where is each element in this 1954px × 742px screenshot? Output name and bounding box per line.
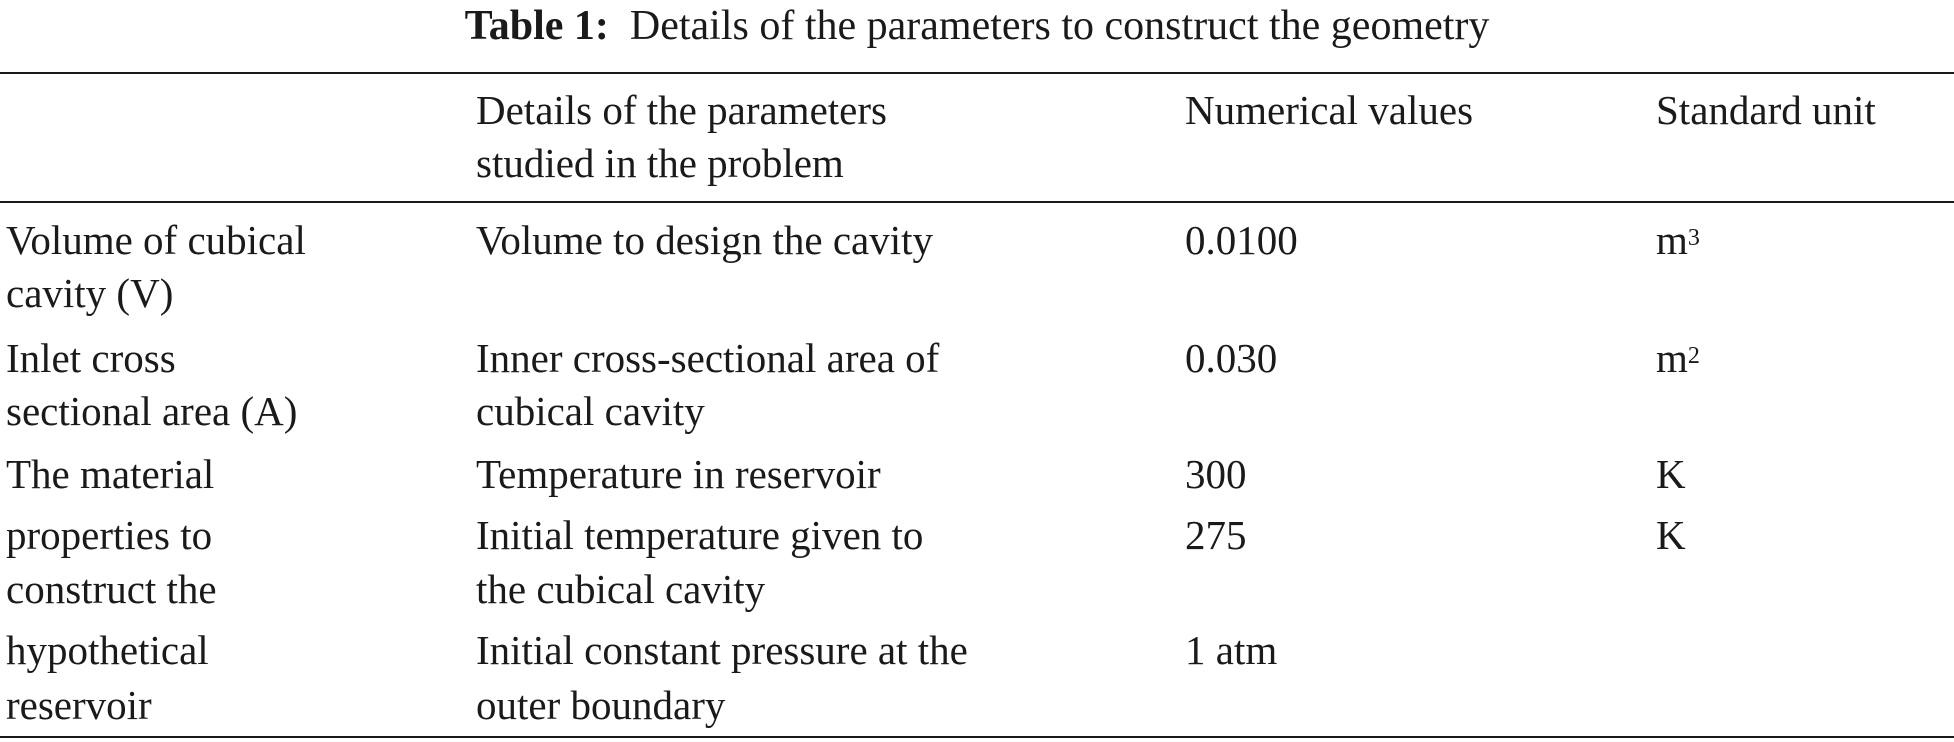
row2-detail-line2: cubical cavity bbox=[476, 388, 705, 434]
row2-param-line2: sectional area (A) bbox=[6, 388, 298, 434]
row2-value: 0.030 bbox=[1185, 335, 1278, 381]
row3a-value: 300 bbox=[1185, 451, 1247, 497]
row3b-value: 275 bbox=[1185, 512, 1247, 558]
row2-unit-exponent: 2 bbox=[1687, 343, 1700, 369]
row2-detail-line1: Inner cross-sectional area of bbox=[476, 335, 940, 381]
row3b-detail-line2: the cubical cavity bbox=[476, 566, 766, 612]
row3b-detail-line1: Initial temperature given to bbox=[476, 512, 924, 558]
row3b-unit: K bbox=[1656, 512, 1686, 558]
table-top-rule bbox=[0, 72, 1954, 74]
table-caption-label: Table 1: bbox=[464, 3, 609, 49]
row1-unit-base: m bbox=[1656, 217, 1688, 263]
table-caption-text: Details of the parameters to construct the geometry bbox=[629, 3, 1490, 49]
row3-param-line5: reservoir bbox=[6, 682, 152, 728]
row2-unit-base: m bbox=[1656, 335, 1688, 381]
table-header-rule bbox=[0, 201, 1954, 203]
row1-unit-exponent: 3 bbox=[1687, 225, 1700, 251]
header-col2-line2: studied in the problem bbox=[476, 140, 844, 186]
row3-param-line1: The material bbox=[6, 451, 215, 497]
row1-param-line2: cavity (V) bbox=[6, 270, 174, 316]
row2-unit bbox=[1656, 332, 1700, 385]
table-bottom-rule bbox=[0, 736, 1954, 738]
header-col3: Numerical values bbox=[1185, 87, 1474, 133]
row1-detail: Volume to design the cavity bbox=[476, 217, 934, 263]
row1-unit bbox=[1656, 214, 1700, 267]
row3a-detail: Temperature in reservoir bbox=[476, 451, 881, 497]
table-caption bbox=[0, 0, 1954, 52]
row3c-value: 1 atm bbox=[1185, 627, 1278, 673]
row3a-unit: K bbox=[1656, 451, 1686, 497]
row2-param-line1: Inlet cross bbox=[6, 335, 176, 381]
row1-param-line1: Volume of cubical bbox=[6, 217, 306, 263]
row3-param-line3: construct the bbox=[6, 566, 217, 612]
row1-value: 0.0100 bbox=[1185, 217, 1298, 263]
row3c-detail-line1: Initial constant pressure at the bbox=[476, 627, 968, 673]
row3-param-line2: properties to bbox=[6, 512, 213, 558]
header-col4: Standard unit bbox=[1656, 87, 1876, 133]
row3c-detail-line2: outer boundary bbox=[476, 682, 726, 728]
row3-param-line4: hypothetical bbox=[6, 627, 209, 673]
header-col2-line1: Details of the parameters bbox=[476, 87, 887, 133]
